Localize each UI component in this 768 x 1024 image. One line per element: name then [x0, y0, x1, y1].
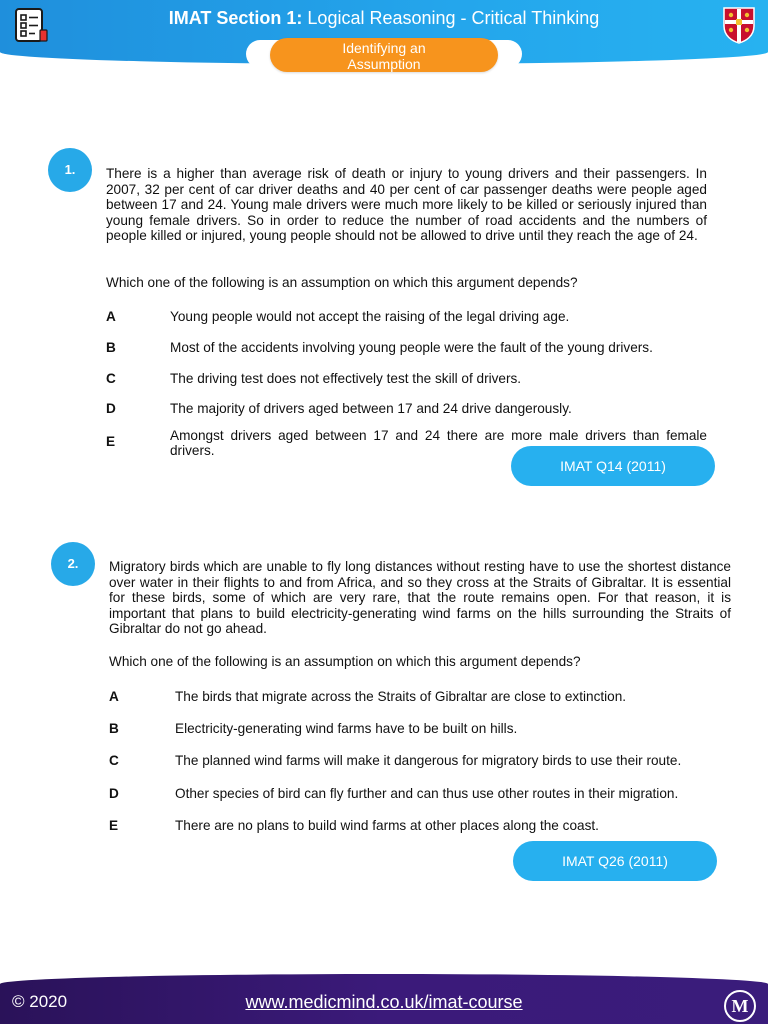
copyright-text: © 2020 — [12, 992, 68, 1011]
page-title: IMAT Section 1: Logical Reasoning - Critical Thinking — [168, 8, 600, 28]
option-letter: A — [106, 309, 116, 324]
page-footer — [0, 974, 768, 1024]
question-passage: There is a higher than average risk of death or injury to young drivers and their passengers. In 2007, 32 per cent of car driver deaths and 40 per cent of car passenger deaths were people aged between 17 and 24. Young male drivers were much more likely to be killed or seriously injured than young female drivers. So in order to reduce the number of road accidents and the numbers of people killed or injured, young people should not be allowed to drive until they reach the age of 24. — [106, 166, 707, 244]
option-text: Young people would not accept the raising of the legal driving age. — [170, 309, 570, 324]
option-letter: A — [109, 689, 119, 704]
option-letter: D — [106, 401, 116, 416]
question-prompt: Which one of the following is an assumption on which this argument depends? — [109, 654, 581, 669]
option-letter: D — [109, 786, 119, 801]
option-text: The birds that migrate across the Straits of Gibraltar are close to extinction. — [175, 689, 627, 704]
option-text: The driving test does not effectively test the skill of drivers. — [170, 371, 522, 386]
option-text: Other species of bird can fly further and can thus use other routes in their migration. — [175, 786, 679, 801]
course-website-link[interactable]: www.medicmind.co.uk/imat-course — [245, 992, 523, 1012]
section-pill-line-1: Identifying an — [342, 40, 426, 56]
option-text: Electricity-generating wind farms have to be built on hills. — [175, 721, 518, 736]
option-text: Most of the accidents involving young people were the fault of the young drivers. — [170, 340, 653, 355]
university-crest-icon — [722, 6, 756, 44]
question-number-badge: 1. — [48, 148, 92, 192]
question-number-badge: 2. — [51, 542, 95, 586]
question-prompt: Which one of the following is an assumption on which this argument depends? — [106, 275, 578, 290]
section-pill-line-2: Assumption — [347, 56, 421, 72]
question-passage: Migratory birds which are unable to fly long distances without resting have to use the shortest distance over water in their flights to and from Africa, and so they cross at the Straits of Gibraltar. It is essential for these birds, some of which are very rare, that the route remains open. For that reason, it is important that plans to build electricity-generating wind farms on the hills surrounding the Straits of Gibraltar do not go ahead. — [109, 559, 731, 637]
medicmind-logo-icon: M — [724, 990, 756, 1022]
option-letter: C — [106, 371, 116, 386]
option-letter: E — [109, 818, 119, 833]
source-reference-button[interactable]: IMAT Q26 (2011) — [513, 841, 717, 881]
option-text: The majority of drivers aged between 17 and 24 drive dangerously. — [170, 401, 572, 416]
option-letter: B — [106, 340, 116, 355]
option-text: The planned wind farms will make it dangerous for migratory birds to use their route. — [175, 753, 682, 768]
option-text: There are no plans to build wind farms at other places along the coast. — [175, 818, 599, 833]
option-letter: C — [109, 753, 119, 768]
source-reference-button[interactable]: IMAT Q14 (2011) — [511, 446, 715, 486]
option-letter: E — [106, 434, 116, 449]
option-text: Amongst drivers aged between 17 and 24 there are more male drivers than female drivers. — [170, 428, 707, 459]
option-letter: B — [109, 721, 119, 736]
section-pill — [270, 38, 498, 72]
